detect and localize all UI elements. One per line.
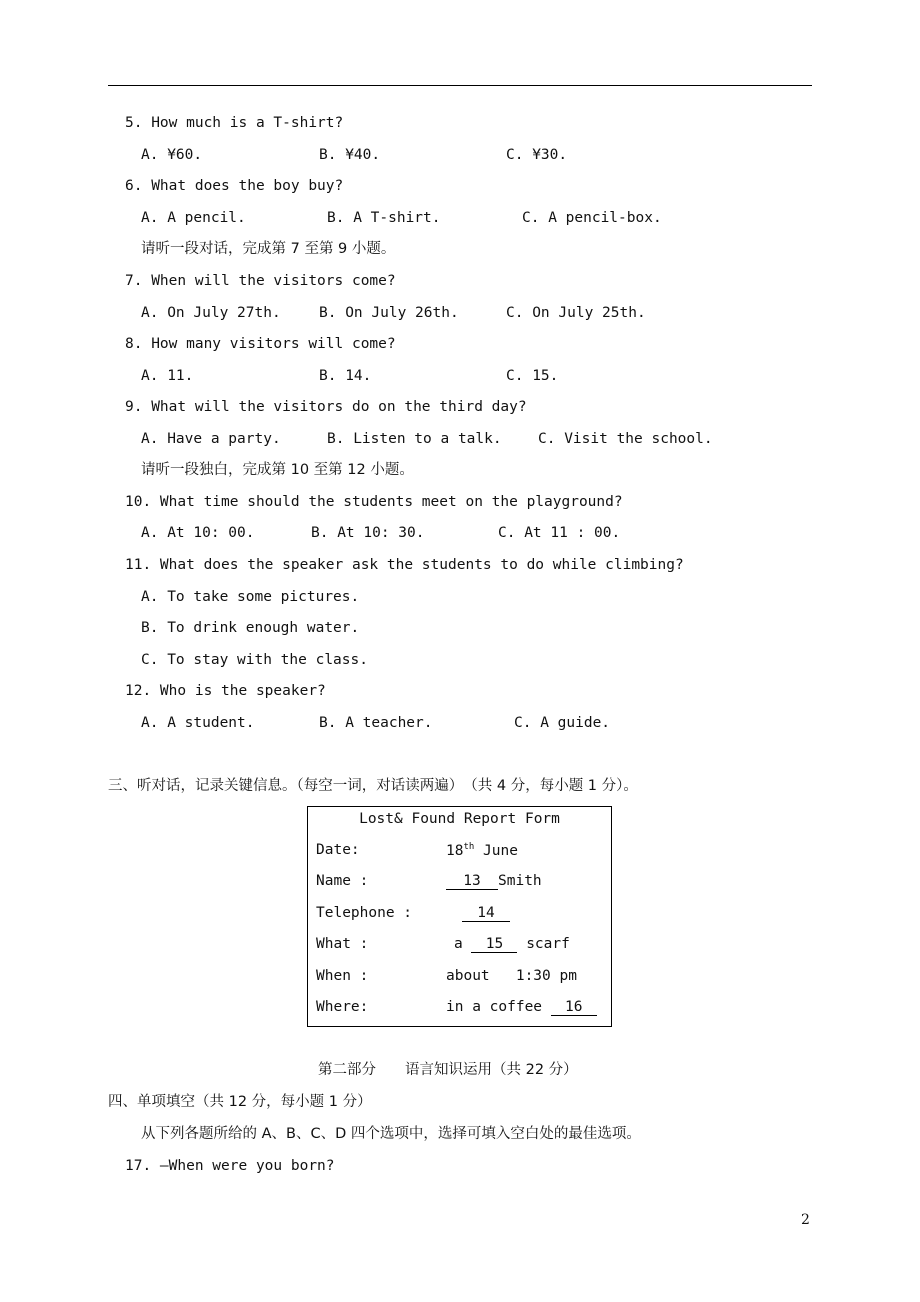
option-5a: A. ¥60. xyxy=(141,147,203,163)
option-6a: A. A pencil. xyxy=(141,210,246,226)
form-when-label: When : xyxy=(316,968,369,984)
header-rule xyxy=(108,85,812,86)
option-7a: A. On July 27th. xyxy=(141,305,281,321)
option-10b: B. At 10: 30. xyxy=(311,525,425,541)
instruction-10-12: 请听一段独白，完成第 10 至第 12 小题。 xyxy=(141,462,414,478)
question-5: 5. How much is a T-shirt? xyxy=(125,115,344,131)
blank-16: 16 xyxy=(551,999,597,1016)
option-11b: B. To drink enough water. xyxy=(141,620,360,636)
question-7: 7. When will the visitors come? xyxy=(125,273,396,289)
form-date-value: 18th June xyxy=(446,842,518,859)
lost-found-form xyxy=(307,806,612,1027)
blank-13: 13 xyxy=(446,873,498,890)
section-4-instruction: 从下列各题所给的 A、B、C、D 四个选项中，选择可填入空白处的最佳选项。 xyxy=(141,1126,641,1142)
option-8c: C. 15. xyxy=(506,368,559,384)
blank-15: 15 xyxy=(471,936,517,953)
question-11: 11. What does the speaker ask the students to do while climbing? xyxy=(125,557,684,573)
option-12c: C. A guide. xyxy=(514,715,611,731)
option-8a: A. 11. xyxy=(141,368,194,384)
option-5b: B. ¥40. xyxy=(319,147,381,163)
question-9: 9. What will the visitors do on the third day? xyxy=(125,399,527,415)
option-12a: A. A student. xyxy=(141,715,255,731)
option-6c: C. A pencil-box. xyxy=(522,210,662,226)
instruction-7-9: 请听一段对话，完成第 7 至第 9 小题。 xyxy=(141,241,396,257)
option-9b: B. Listen to a talk. xyxy=(327,431,502,447)
form-when-value: about 1:30 pm xyxy=(446,968,577,984)
option-6b: B. A T-shirt. xyxy=(327,210,441,226)
question-6: 6. What does the boy buy? xyxy=(125,178,344,194)
section-4-heading: 四、单项填空（共 12 分，每小题 1 分） xyxy=(108,1094,372,1110)
section-3-heading: 三、听对话，记录关键信息。（每空一词，对话读两遍） （共 4 分，每小题 1 分）。 xyxy=(108,778,638,794)
form-date-label: Date: xyxy=(316,842,360,858)
page-number: 2 xyxy=(801,1212,810,1228)
option-9c: C. Visit the school. xyxy=(538,431,713,447)
question-8: 8. How many visitors will come? xyxy=(125,336,396,352)
form-where-label: Where: xyxy=(316,999,369,1015)
option-11c: C. To stay with the class. xyxy=(141,652,368,668)
option-12b: B. A teacher. xyxy=(319,715,433,731)
blank-14: 14 xyxy=(462,905,510,922)
option-10c: C. At 11 : 00. xyxy=(498,525,621,541)
question-17: 17. —When were you born? xyxy=(125,1158,335,1174)
question-12: 12. Who is the speaker? xyxy=(125,683,326,699)
part-2-heading: 第二部分 语言知识运用（共 22 分） xyxy=(318,1062,578,1078)
form-what-value: a 15 scarf xyxy=(454,936,570,952)
form-title: Lost& Found Report Form xyxy=(359,811,560,827)
option-7c: C. On July 25th. xyxy=(506,305,646,321)
form-what-label: What : xyxy=(316,936,369,952)
option-10a: A. At 10: 00. xyxy=(141,525,255,541)
option-11a: A. To take some pictures. xyxy=(141,589,360,605)
form-name-value: 13 Smith xyxy=(446,873,542,890)
form-where-value: in a coffee 16 xyxy=(446,999,597,1016)
question-10: 10. What time should the students meet on the playground? xyxy=(125,494,623,510)
form-telephone-value xyxy=(462,905,510,922)
form-telephone-label: Telephone : xyxy=(316,905,413,921)
option-7b: B. On July 26th. xyxy=(319,305,459,321)
form-name-label: Name : xyxy=(316,873,369,889)
option-9a: A. Have a party. xyxy=(141,431,281,447)
option-5c: C. ¥30. xyxy=(506,147,568,163)
option-8b: B. 14. xyxy=(319,368,372,384)
